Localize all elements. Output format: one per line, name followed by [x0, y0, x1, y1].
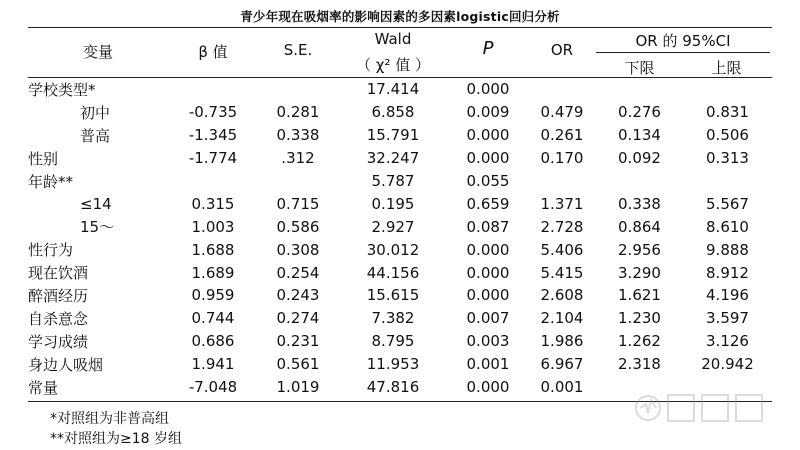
- cell-p: 0.000: [466, 378, 510, 397]
- cell-p: 0.000: [466, 263, 510, 282]
- cell-wald: 30.012: [366, 240, 420, 259]
- cell-label: 身边人吸烟: [28, 355, 104, 374]
- cell-upper: 0.313: [706, 149, 749, 168]
- cell-or: 1.986: [540, 332, 584, 351]
- cell-beta: 0.959: [191, 286, 235, 305]
- cell-upper: [683, 78, 772, 101]
- cell-beta: 1.003: [191, 217, 235, 236]
- cell-se: [258, 170, 338, 193]
- cell-upper: 3.126: [706, 332, 749, 351]
- cell-or: 5.406: [540, 240, 584, 259]
- header-ci: OR 的 95%CI: [635, 32, 731, 50]
- cell-p: 0.659: [466, 194, 510, 213]
- cell-beta: [168, 78, 258, 101]
- cell-or: 2.104: [540, 309, 584, 328]
- cell-or: 5.415: [540, 263, 584, 282]
- header-se: S.E.: [283, 41, 313, 59]
- cell-beta: 1.689: [191, 263, 235, 282]
- cell-wald: 44.156: [366, 263, 420, 282]
- cell-wald: 8.795: [371, 332, 415, 351]
- cell-label: 15～: [80, 218, 115, 237]
- cell-lower: 0.338: [618, 194, 661, 213]
- cell-se: 0.274: [276, 309, 320, 328]
- cell-beta: 0.686: [191, 332, 235, 351]
- cell-or: 1.371: [540, 194, 584, 213]
- cell-wald: 15.615: [366, 286, 420, 305]
- cell-upper: 3.597: [706, 309, 749, 328]
- cell-label: 自杀意念: [28, 309, 89, 328]
- cell-upper: 20.942: [701, 355, 754, 374]
- cell-p: 0.087: [466, 217, 510, 236]
- cell-upper: [683, 170, 772, 193]
- table-row: [28, 147, 772, 170]
- cell-beta: -0.735: [188, 103, 238, 122]
- cell-upper: 5.567: [706, 194, 749, 213]
- cell-lower: [596, 170, 683, 193]
- cell-wald: 5.787: [371, 172, 415, 190]
- cell-upper: 0.831: [706, 103, 749, 122]
- cell-wald: 47.816: [366, 378, 420, 397]
- cell-lower: 3.290: [618, 263, 661, 282]
- cell-wald: 0.195: [371, 194, 415, 213]
- cell-lower: 1.230: [618, 309, 661, 328]
- cell-label: 普高: [80, 126, 111, 145]
- cell-p: 0.055: [466, 172, 510, 190]
- ci-subrule: [596, 52, 770, 53]
- table-row: [28, 78, 772, 101]
- cell-label: 学校类型*: [28, 80, 96, 99]
- cell-lower: 2.318: [618, 355, 661, 374]
- header-wald-chi: （ χ² 值 ）: [356, 56, 430, 74]
- cell-label: ≤14: [80, 194, 112, 213]
- cell-p: 0.007: [466, 309, 510, 328]
- cell-se: 0.308: [276, 240, 320, 259]
- cell-wald: 17.414: [366, 80, 420, 99]
- cell-label: 性行为: [28, 241, 74, 260]
- cell-or: 0.001: [540, 378, 584, 397]
- cell-lower: 0.134: [618, 126, 661, 145]
- cell-beta: 0.315: [191, 194, 235, 213]
- footnote-1: *对照组为非普高组: [50, 411, 169, 427]
- cell-p: 0.000: [466, 126, 510, 145]
- cell-lower: 0.276: [618, 103, 661, 122]
- cell-wald: 11.953: [366, 355, 420, 374]
- cell-se: 0.281: [276, 103, 320, 122]
- cell-or: [528, 78, 596, 101]
- cell-label: 现在饮酒: [28, 264, 89, 283]
- cell-beta: -7.048: [188, 378, 238, 397]
- table-row: [28, 238, 772, 261]
- cell-lower: 0.092: [618, 149, 661, 168]
- cell-se: [258, 78, 338, 101]
- header-wald: Wald: [374, 30, 412, 48]
- cell-label: 性别: [28, 149, 59, 168]
- header-ci-lower: 下限: [624, 59, 655, 77]
- cell-or: 0.170: [540, 149, 584, 168]
- table-row: [28, 124, 772, 147]
- cell-label: 醉酒经历: [28, 286, 89, 305]
- cell-p: 0.009: [466, 103, 510, 122]
- cell-beta: 1.941: [191, 355, 235, 374]
- cell-p: 0.000: [466, 149, 510, 168]
- header-p: P: [482, 38, 494, 59]
- cell-label: 初中: [80, 103, 111, 122]
- cell-upper: 8.912: [706, 263, 749, 282]
- cell-p: 0.000: [466, 240, 510, 259]
- cell-upper: 9.888: [706, 240, 749, 259]
- cell-lower: 1.262: [618, 332, 661, 351]
- table-row: [28, 215, 772, 238]
- table-title: 青少年现在吸烟率的影响因素的多因素logistic回归分析: [240, 9, 560, 24]
- cell-se: 1.019: [276, 378, 320, 397]
- cell-or: [528, 170, 596, 193]
- cell-lower: 1.621: [618, 286, 661, 305]
- table-row: [28, 101, 772, 124]
- footnote-2: **对照组为≥18 岁组: [50, 431, 182, 447]
- cell-label: 学习成绩: [28, 332, 89, 351]
- regression-table: [28, 78, 772, 398]
- table-row: [28, 261, 772, 284]
- cell-se: 0.243: [276, 286, 320, 305]
- cell-lower: 0.864: [618, 217, 661, 236]
- cell-or: 0.261: [540, 126, 584, 145]
- cell-se: 0.561: [276, 355, 320, 374]
- table-row: [28, 307, 772, 330]
- table-row: [28, 192, 772, 215]
- cell-p: 0.001: [466, 355, 510, 374]
- cell-se: 0.715: [276, 194, 320, 213]
- cell-wald: 7.382: [371, 309, 415, 328]
- table-row: [28, 353, 772, 376]
- cell-or: 2.608: [540, 286, 584, 305]
- cell-or: 0.479: [540, 103, 584, 122]
- header-or: OR: [550, 41, 574, 59]
- cell-beta: -1.774: [188, 149, 238, 168]
- cell-beta: [168, 170, 258, 193]
- table-row: [28, 170, 772, 193]
- cell-lower: 2.956: [618, 240, 661, 259]
- cell-or: 2.728: [540, 217, 584, 236]
- cell-wald: 32.247: [366, 149, 420, 168]
- header-variable: 变量: [82, 43, 113, 61]
- cell-upper: 4.196: [706, 286, 749, 305]
- cell-p: 0.000: [466, 286, 510, 305]
- header-beta: β 值: [198, 43, 228, 61]
- cell-upper: 0.506: [706, 126, 749, 145]
- header-ci-upper: 上限: [711, 59, 742, 77]
- cell-wald: 6.858: [371, 103, 415, 122]
- cell-p: 0.003: [466, 332, 510, 351]
- cell-beta: -1.345: [188, 126, 238, 145]
- cell-lower: [596, 78, 683, 101]
- cell-label: 年龄**: [28, 172, 74, 191]
- cell-upper: 8.610: [706, 217, 749, 236]
- cell-or: 6.967: [540, 355, 584, 374]
- cell-se: 0.231: [276, 332, 320, 351]
- watermark-logo: [632, 383, 782, 433]
- cell-se: 0.338: [276, 126, 320, 145]
- cell-p: 0.000: [466, 80, 510, 99]
- cell-beta: 1.688: [191, 240, 235, 259]
- cell-wald: 2.927: [371, 217, 415, 236]
- cell-beta: 0.744: [191, 309, 235, 328]
- cell-wald: 15.791: [366, 126, 420, 145]
- cell-se: 0.254: [276, 263, 320, 282]
- top-rule: [28, 27, 772, 28]
- cell-label: 常量: [28, 378, 59, 397]
- table-row: [28, 284, 772, 307]
- cell-se: .312: [281, 149, 315, 168]
- table-row: [28, 330, 772, 353]
- cell-se: 0.586: [276, 217, 320, 236]
